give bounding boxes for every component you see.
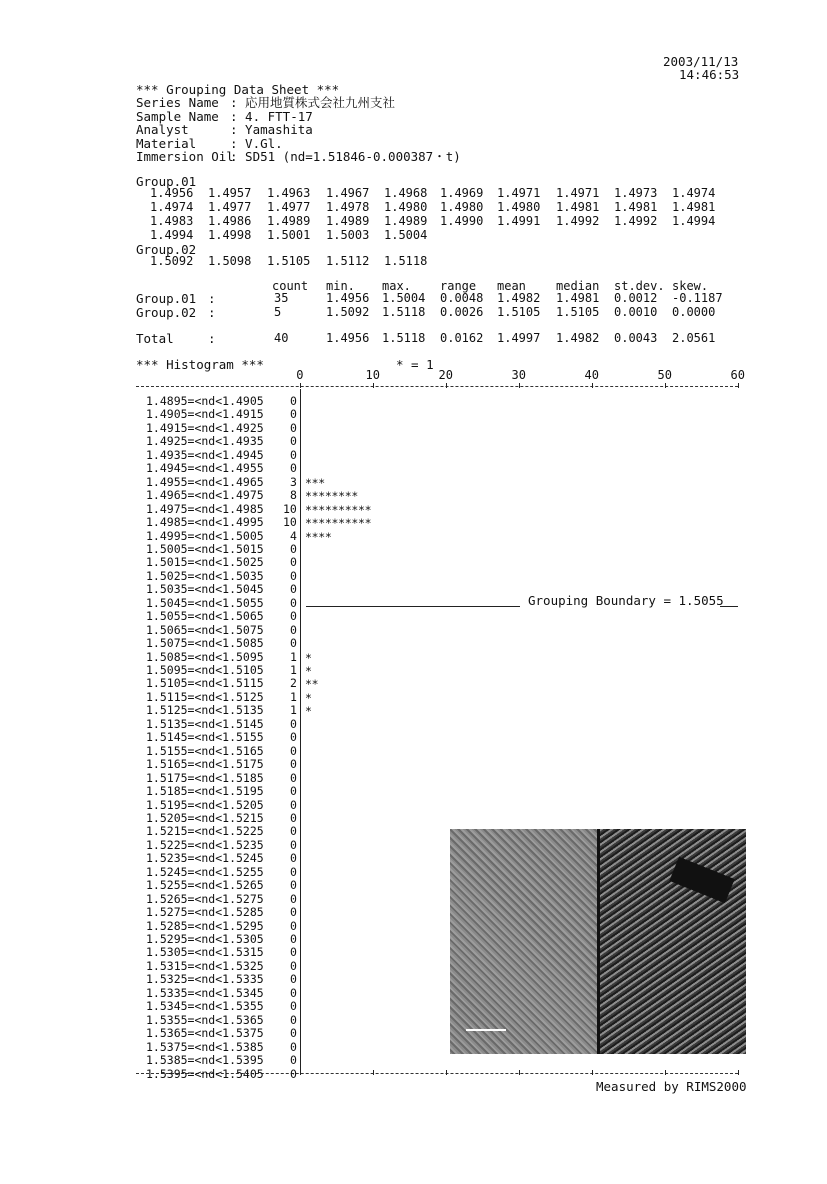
field-label: Series Name xyxy=(136,95,219,110)
histogram-bin-count: 0 xyxy=(290,864,297,879)
histogram-bin-label: 1.4895=<nd<1.4905 xyxy=(146,394,264,408)
histogram-bin-label: 1.5065=<nd<1.5075 xyxy=(146,622,264,637)
histogram-bin-count: 0 xyxy=(290,810,297,825)
stats-row-name: Total xyxy=(136,331,174,346)
histogram-bin-count: 0 xyxy=(290,1026,297,1041)
glass-micrograph-image xyxy=(450,829,746,1054)
grouping-boundary-line xyxy=(306,606,520,607)
histogram-bin-count: 0 xyxy=(290,784,297,799)
axis-tick-label: 10 xyxy=(365,368,380,382)
histogram-bin-label: 1.5005=<nd<1.5015 xyxy=(146,541,264,556)
histogram-bin-label: 1.5235=<nd<1.5245 xyxy=(146,851,264,866)
histogram-bin-label: 1.4915=<nd<1.4925 xyxy=(146,420,264,435)
histogram-bin-count: 0 xyxy=(290,434,297,449)
field-label: Immersion Oil xyxy=(136,149,234,164)
histogram-bar: ** xyxy=(305,677,319,692)
histogram-bin-label: 1.4945=<nd<1.4955 xyxy=(146,461,264,476)
axis-tick-label: 50 xyxy=(657,368,672,382)
histogram-bar: **** xyxy=(305,529,332,544)
histogram-bin-count: 3 xyxy=(290,474,297,489)
histogram-bin-count: 0 xyxy=(290,1053,297,1068)
axis-tick-label: 40 xyxy=(584,368,599,382)
group-value: 1.4974 xyxy=(150,200,194,214)
histogram-bin-label: 1.5085=<nd<1.5095 xyxy=(146,649,264,664)
group-value: 1.4971 xyxy=(497,186,541,200)
histogram-top-axis xyxy=(136,386,738,387)
histogram-bin-count: 0 xyxy=(290,622,297,637)
histogram-bin-count: 0 xyxy=(290,595,297,610)
histogram-bin-label: 1.4925=<nd<1.4935 xyxy=(146,434,264,449)
histogram-bin-label: 1.5225=<nd<1.5235 xyxy=(146,837,264,852)
histogram-bin-count: 4 xyxy=(290,528,297,543)
stats-row-sep: : xyxy=(208,331,216,346)
histogram-bin-count: 0 xyxy=(290,905,297,920)
histogram-bin-label: 1.5095=<nd<1.5105 xyxy=(146,663,264,677)
histogram-bin-label: 1.5055=<nd<1.5065 xyxy=(146,609,264,624)
field-label: Analyst xyxy=(136,122,189,137)
histogram-bin-label: 1.5335=<nd<1.5345 xyxy=(146,985,264,1000)
histogram-bin-count: 1 xyxy=(290,689,297,704)
stats-value: 1.4956 xyxy=(326,331,370,345)
histogram-bin-count: 0 xyxy=(290,1066,297,1081)
group-value: 1.4998 xyxy=(208,228,252,242)
stats-value: 1.5105 xyxy=(556,305,600,319)
field-value: : Yamashita xyxy=(230,122,313,137)
stats-value: 40 xyxy=(274,331,289,345)
axis-tick xyxy=(592,1070,593,1075)
histogram-bin-count: 0 xyxy=(290,461,297,476)
histogram-bin-count: 0 xyxy=(290,837,297,852)
grouping-boundary-label: Grouping Boundary = 1.5055 xyxy=(528,593,724,608)
stats-value: 1.5092 xyxy=(326,305,370,319)
stats-value: 1.4956 xyxy=(326,291,370,305)
histogram-bin-count: 0 xyxy=(290,757,297,772)
histogram-bin-label: 1.4995=<nd<1.5005 xyxy=(146,528,264,543)
stats-header: max. xyxy=(382,279,411,293)
stats-row-name: Group.01 xyxy=(136,291,197,306)
histogram-bin-count: 0 xyxy=(290,891,297,906)
histogram-bin-count: 0 xyxy=(290,945,297,960)
histogram-bin-label: 1.5075=<nd<1.5085 xyxy=(146,636,264,651)
axis-tick xyxy=(592,383,593,388)
stats-value: 1.4982 xyxy=(497,291,541,305)
group-value: 1.4994 xyxy=(150,228,194,242)
group-value: 1.5003 xyxy=(326,228,370,242)
histogram-bin-label: 1.5015=<nd<1.5025 xyxy=(146,555,264,570)
group-value: 1.4969 xyxy=(440,186,484,200)
group-value: 1.4989 xyxy=(326,214,370,228)
group-value: 1.4957 xyxy=(208,186,252,200)
histogram-bin-count: 0 xyxy=(290,999,297,1014)
histogram-bin-label: 1.4935=<nd<1.4945 xyxy=(146,447,264,462)
histogram-bin-label: 1.5195=<nd<1.5205 xyxy=(146,797,264,812)
stats-value: 1.5105 xyxy=(497,305,541,319)
stats-value: 0.0048 xyxy=(440,291,484,305)
sheet-title: *** Grouping Data Sheet *** xyxy=(136,82,340,97)
histogram-bin-label: 1.5145=<nd<1.5155 xyxy=(146,730,264,745)
histogram-bin-count: 0 xyxy=(290,770,297,785)
histogram-bin-label: 1.5205=<nd<1.5215 xyxy=(146,810,264,825)
axis-tick xyxy=(446,1070,447,1075)
histogram-bin-label: 1.5125=<nd<1.5135 xyxy=(146,703,264,718)
histogram-title: *** Histogram *** xyxy=(136,357,264,372)
histogram-bin-count: 0 xyxy=(290,932,297,946)
group-name: Group.02 xyxy=(136,242,197,257)
histogram-bin-label: 1.5395=<nd<1.5405 xyxy=(146,1066,264,1081)
histogram-bin-count: 0 xyxy=(290,447,297,462)
histogram-bin-label: 1.5025=<nd<1.5035 xyxy=(146,568,264,583)
group-value: 1.4968 xyxy=(384,186,428,200)
axis-tick-label: 20 xyxy=(438,368,453,382)
histogram-bin-label: 1.5135=<nd<1.5145 xyxy=(146,716,264,731)
group-value: 1.4990 xyxy=(440,214,484,228)
histogram-bin-label: 1.5035=<nd<1.5045 xyxy=(146,582,264,597)
histogram-bin-label: 1.4905=<nd<1.4915 xyxy=(146,407,264,422)
axis-tick xyxy=(446,383,447,388)
histogram-bin-label: 1.4975=<nd<1.4985 xyxy=(146,501,264,516)
histogram-bin-count: 0 xyxy=(290,568,297,583)
histogram-bar: * xyxy=(305,704,312,719)
histogram-bin-label: 1.5305=<nd<1.5315 xyxy=(146,945,264,960)
histogram-bin-label: 1.5245=<nd<1.5255 xyxy=(146,864,264,879)
histogram-zero-axis xyxy=(300,389,301,1073)
stats-value: 1.5118 xyxy=(382,331,426,345)
histogram-bin-count: 0 xyxy=(290,609,297,624)
histogram-bin-count: 0 xyxy=(290,824,297,839)
group-value: 1.4963 xyxy=(267,186,311,200)
axis-tick xyxy=(300,383,301,388)
axis-tick xyxy=(519,383,520,388)
histogram-bin-count: 0 xyxy=(290,1012,297,1027)
histogram-bin-label: 1.5155=<nd<1.5165 xyxy=(146,743,264,758)
histogram-bin-label: 1.5215=<nd<1.5225 xyxy=(146,824,264,839)
histogram-bin-count: 0 xyxy=(290,972,297,987)
histogram-bin-count: 0 xyxy=(290,797,297,812)
axis-tick xyxy=(300,1070,301,1075)
stats-header: count xyxy=(272,279,309,293)
histogram-bin-label: 1.5255=<nd<1.5265 xyxy=(146,878,264,893)
group-value: 1.4994 xyxy=(672,214,716,228)
histogram-bin-label: 1.5185=<nd<1.5195 xyxy=(146,784,264,799)
group-value: 1.4992 xyxy=(556,214,600,228)
stats-value: 1.5118 xyxy=(382,305,426,319)
histogram-bin-count: 0 xyxy=(290,918,297,933)
stats-header: st.dev. xyxy=(614,279,665,293)
stats-value: 1.4981 xyxy=(556,291,600,305)
histogram-bin-count: 0 xyxy=(290,958,297,973)
histogram-bin-count: 0 xyxy=(290,1039,297,1054)
stats-value: 35 xyxy=(274,291,289,305)
histogram-bin-count: 0 xyxy=(290,555,297,570)
group-value: 1.4977 xyxy=(267,200,311,214)
histogram-bin-label: 1.4955=<nd<1.4965 xyxy=(146,474,264,489)
histogram-bin-count: 0 xyxy=(290,407,297,422)
stats-value: 2.0561 xyxy=(672,331,716,345)
stats-value: 5 xyxy=(274,305,282,319)
field-label: Material xyxy=(136,135,197,151)
axis-tick-label: 0 xyxy=(296,368,304,382)
axis-tick xyxy=(373,383,374,388)
stats-row-sep: : xyxy=(208,305,216,320)
group-value: 1.4967 xyxy=(326,186,370,200)
group-value: 1.4973 xyxy=(614,186,658,200)
histogram-bin-count: 0 xyxy=(290,985,297,1000)
histogram-bar: * xyxy=(305,664,312,678)
histogram-bin-count: 0 xyxy=(290,394,297,408)
histogram-bin-count: 0 xyxy=(290,730,297,745)
histogram-bar: ******** xyxy=(305,489,358,504)
axis-tick-label: 60 xyxy=(730,368,745,382)
histogram-bar: * xyxy=(305,650,312,665)
group-value: 1.4981 xyxy=(672,200,716,214)
histogram-bin-label: 1.4985=<nd<1.4995 xyxy=(146,515,264,530)
axis-tick-label: 30 xyxy=(511,368,526,382)
histogram-bin-count: 10 xyxy=(283,501,297,516)
group-value: 1.4980 xyxy=(384,200,428,214)
stats-value: 1.5004 xyxy=(382,291,426,305)
stats-header: skew. xyxy=(672,279,709,293)
stats-value: 0.0043 xyxy=(614,331,658,345)
histogram-bin-label: 1.5165=<nd<1.5175 xyxy=(146,757,264,772)
histogram-bin-count: 0 xyxy=(290,636,297,651)
axis-tick xyxy=(738,1070,739,1075)
group-value: 1.4983 xyxy=(150,214,194,228)
group-value: 1.4980 xyxy=(497,200,541,214)
stats-header: mean xyxy=(497,279,526,293)
group-value: 1.4977 xyxy=(208,200,252,214)
group-value: 1.4986 xyxy=(208,214,252,228)
group-value: 1.5001 xyxy=(267,228,311,242)
histogram-bar: ********** xyxy=(305,516,372,531)
histogram-bin-count: 0 xyxy=(290,420,297,435)
stats-value: 0.0162 xyxy=(440,331,484,345)
group-value: 1.4956 xyxy=(150,186,194,200)
field-value: : V.Gl. xyxy=(230,135,283,151)
group-value: 1.5118 xyxy=(384,254,428,268)
histogram-bin-label: 1.5355=<nd<1.5365 xyxy=(146,1012,264,1027)
axis-tick xyxy=(519,1070,520,1075)
histogram-bin-label: 1.5345=<nd<1.5355 xyxy=(146,999,264,1014)
histogram-bin-label: 1.5175=<nd<1.5185 xyxy=(146,770,264,785)
stats-value: 0.0012 xyxy=(614,291,658,305)
stats-value: 0.0000 xyxy=(672,305,716,319)
histogram-bin-count: 0 xyxy=(290,541,297,556)
histogram-bin-label: 1.5275=<nd<1.5285 xyxy=(146,905,264,920)
histogram-bin-label: 1.5385=<nd<1.5395 xyxy=(146,1053,264,1068)
histogram-bin-count: 2 xyxy=(290,676,297,691)
histogram-bin-label: 1.5265=<nd<1.5275 xyxy=(146,891,264,906)
footer-measured-by: Measured by RIMS2000 xyxy=(596,1079,747,1094)
stats-header: min. xyxy=(326,279,355,293)
group-value: 1.4981 xyxy=(556,200,600,214)
histogram-bin-count: 1 xyxy=(290,649,297,664)
histogram-bin-count: 1 xyxy=(290,663,297,677)
stats-row-sep: : xyxy=(208,291,216,306)
group-value: 1.4991 xyxy=(497,214,541,228)
histogram-bin-count: 0 xyxy=(290,743,297,758)
axis-tick xyxy=(665,1070,666,1075)
group-value: 1.5092 xyxy=(150,254,194,268)
group-value: 1.5004 xyxy=(384,228,428,242)
group-name: Group.01 xyxy=(136,174,197,189)
histogram-bin-count: 1 xyxy=(290,703,297,718)
group-value: 1.4978 xyxy=(326,200,370,214)
histogram-bar: * xyxy=(305,690,312,705)
stats-row-name: Group.02 xyxy=(136,305,197,320)
stats-value: 1.4982 xyxy=(556,331,600,345)
group-value: 1.4971 xyxy=(556,186,600,200)
histogram-bin-label: 1.5375=<nd<1.5385 xyxy=(146,1039,264,1054)
stats-value: 0.0026 xyxy=(440,305,484,319)
histogram-bin-count: 8 xyxy=(290,488,297,503)
group-value: 1.4989 xyxy=(267,214,311,228)
histogram-bin-label: 1.4965=<nd<1.4975 xyxy=(146,488,264,503)
stats-header: range xyxy=(440,279,477,293)
histogram-bin-label: 1.5325=<nd<1.5335 xyxy=(146,972,264,987)
histogram-bin-label: 1.5285=<nd<1.5295 xyxy=(146,918,264,933)
group-value: 1.4989 xyxy=(384,214,428,228)
group-value: 1.4974 xyxy=(672,186,716,200)
histogram-bin-count: 0 xyxy=(290,716,297,731)
histogram-bin-count: 10 xyxy=(283,515,297,530)
stats-value: 1.4997 xyxy=(497,331,541,345)
axis-tick xyxy=(665,383,666,388)
report-date: 2003/11/13 xyxy=(663,54,739,69)
histogram-bin-count: 0 xyxy=(290,878,297,893)
group-value: 1.4981 xyxy=(614,200,658,214)
histogram-bar: ********** xyxy=(305,502,372,517)
axis-tick xyxy=(373,1070,374,1075)
stats-value: -0.1187 xyxy=(672,291,723,305)
group-value: 1.4992 xyxy=(614,214,658,228)
group-value: 1.4980 xyxy=(440,200,484,214)
stats-header: median xyxy=(556,279,600,293)
histogram-bin-count: 0 xyxy=(290,582,297,597)
histogram-bin-label: 1.5115=<nd<1.5125 xyxy=(146,689,264,704)
field-value: : 4. FTT-17 xyxy=(230,108,313,124)
field-value: : SD51 (nd=1.51846-0.000387・t) xyxy=(230,149,461,164)
histogram-bin-label: 1.5295=<nd<1.5305 xyxy=(146,932,264,946)
field-label: Sample Name xyxy=(136,108,219,124)
grouping-boundary-tail xyxy=(720,606,738,607)
report-time: 14:46:53 xyxy=(679,67,740,82)
group-value: 1.5098 xyxy=(208,254,252,268)
histogram-bar: *** xyxy=(305,475,325,490)
axis-tick xyxy=(738,383,739,388)
histogram-bin-label: 1.5365=<nd<1.5375 xyxy=(146,1026,264,1041)
histogram-bin-count: 0 xyxy=(290,851,297,866)
group-value: 1.5112 xyxy=(326,254,370,268)
histogram-bin-label: 1.5045=<nd<1.5055 xyxy=(146,595,264,610)
stats-value: 0.0010 xyxy=(614,305,658,319)
histogram-bin-label: 1.5105=<nd<1.5115 xyxy=(146,676,264,691)
group-value: 1.5105 xyxy=(267,254,311,268)
field-value: : 応用地質株式会社九州支社 xyxy=(230,95,396,110)
histogram-scale-note: * = 1 xyxy=(396,357,434,372)
histogram-bin-label: 1.5315=<nd<1.5325 xyxy=(146,958,264,973)
